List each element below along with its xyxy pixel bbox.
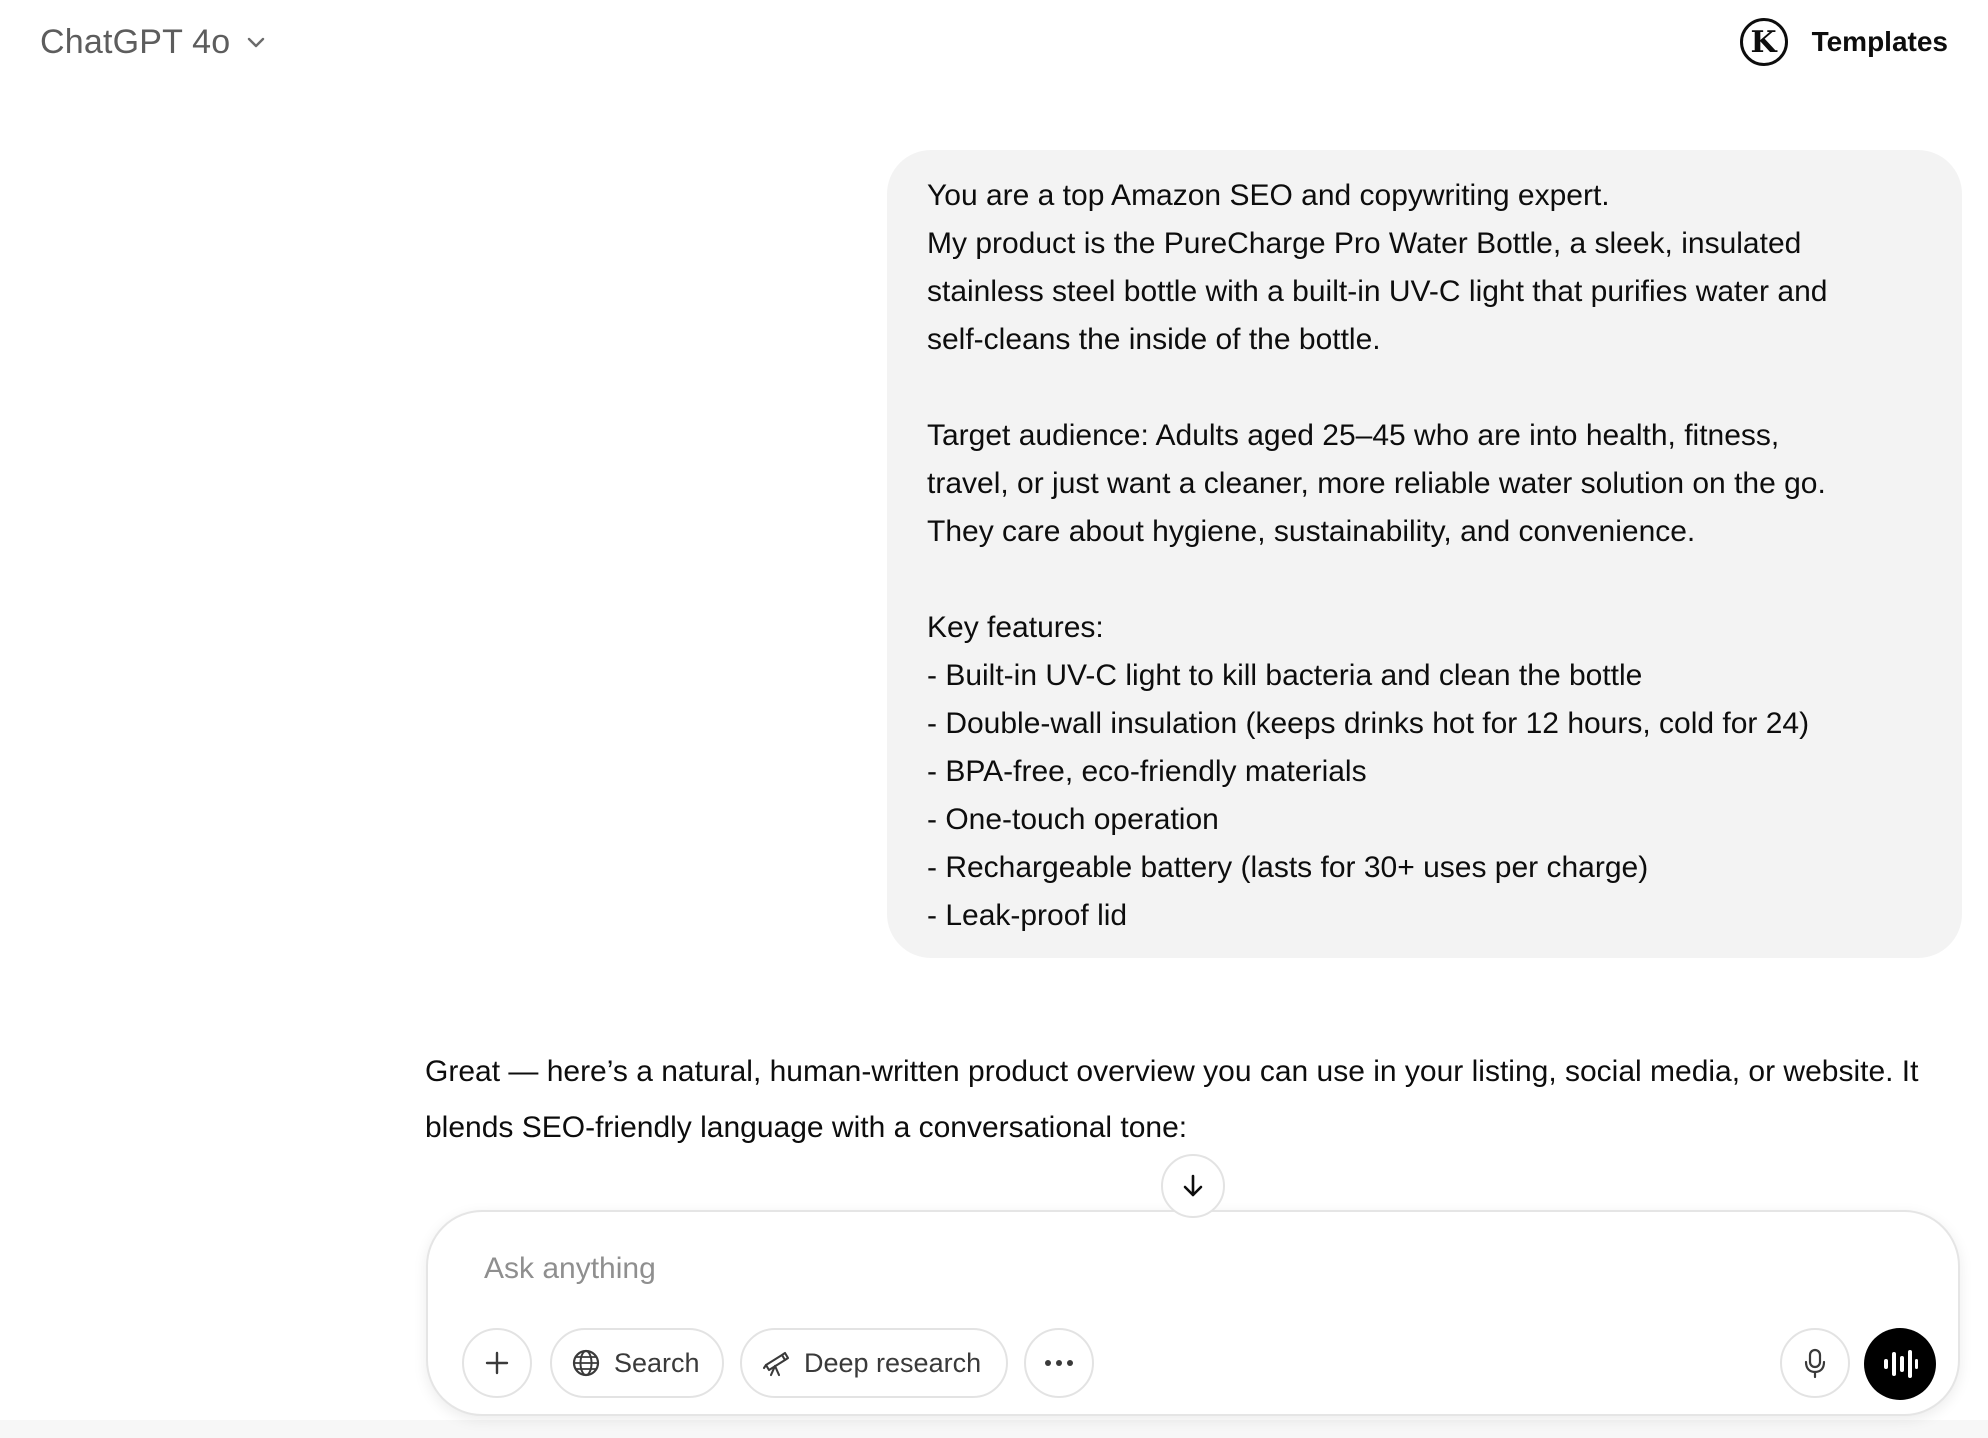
top-bar — [0, 0, 1988, 86]
message-line: They care about hygiene, sustainability, and convenience. — [927, 515, 1696, 548]
arrow-down-icon — [1178, 1171, 1208, 1201]
plus-icon — [482, 1348, 512, 1378]
search-button-label: Search — [614, 1347, 700, 1378]
message-line: You are a top Amazon SEO and copywriting expert. — [927, 179, 1610, 212]
more-tools-button[interactable] — [1024, 1328, 1094, 1398]
message-line: self-cleans the inside of the bottle. — [927, 323, 1381, 356]
dictate-button[interactable] — [1780, 1328, 1850, 1398]
message-line: Target audience: Adults aged 25–45 who are into health, fitness, — [927, 419, 1780, 452]
blank-line — [927, 556, 1922, 604]
voice-mode-button[interactable] — [1864, 1328, 1936, 1400]
attach-button[interactable] — [462, 1328, 532, 1398]
model-switcher-button[interactable] — [28, 14, 280, 70]
scroll-to-bottom-button[interactable] — [1161, 1154, 1225, 1218]
message-line: - One-touch operation — [927, 803, 1219, 836]
message-line: - Built-in UV-C light to kill bacteria and clean the bottle — [927, 659, 1643, 692]
message-line: Key features: — [927, 611, 1104, 644]
assistant-message: Great — here’s a natural, human-written product overview you can use in your listing, social media, or website. It blends SEO-friendly language with a conversational tone: — [425, 1055, 1919, 1144]
message-line: - Double-wall insulation (keeps drinks hot for 12 hours, cold for 24) — [927, 707, 1810, 740]
search-button[interactable] — [550, 1328, 724, 1398]
globe-icon — [570, 1347, 602, 1379]
message-line: - BPA-free, eco-friendly materials — [927, 755, 1367, 788]
model-name: ChatGPT 4o — [40, 22, 231, 61]
microphone-icon — [1800, 1347, 1830, 1379]
templates-label: Templates — [1811, 26, 1948, 57]
message-line: stainless steel bottle with a built-in UV-C light that purifies water and — [927, 275, 1828, 308]
user-message-bubble — [887, 150, 1962, 958]
message-line: travel, or just want a cleaner, more reliable water solution on the go. — [927, 467, 1826, 500]
templates-button[interactable] — [1740, 14, 1948, 70]
user-message-text — [927, 172, 1922, 940]
bottom-edge — [0, 1420, 1988, 1438]
chevron-down-icon — [244, 30, 268, 54]
voice-mode-icon — [1881, 1347, 1919, 1381]
ellipsis-icon — [1043, 1358, 1075, 1368]
deep-research-button[interactable] — [740, 1328, 1008, 1398]
composer — [426, 1210, 1960, 1416]
templates-logo-icon: K — [1740, 18, 1788, 66]
blank-line — [927, 364, 1922, 412]
telescope-icon — [760, 1347, 792, 1379]
message-line: My product is the PureCharge Pro Water Bottle, a sleek, insulated — [927, 227, 1802, 260]
message-line: - Rechargeable battery (lasts for 30+ uses per charge) — [927, 851, 1649, 884]
deep-research-button-label: Deep research — [804, 1347, 982, 1378]
message-line: - Leak-proof lid — [927, 899, 1128, 932]
prompt-input[interactable] — [482, 1244, 1882, 1294]
